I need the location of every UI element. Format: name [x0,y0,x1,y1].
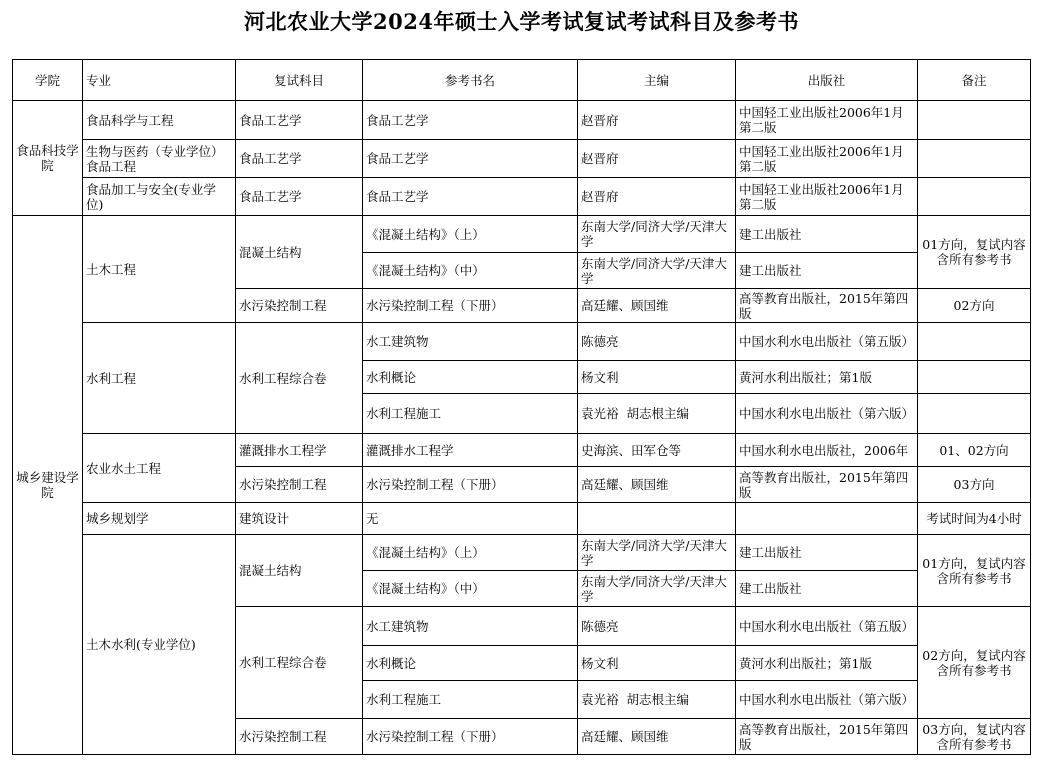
book-cell: 食品工艺学 [363,140,578,178]
editor-cell: 高廷耀、顾国维 [578,467,736,503]
header-editor: 主编 [578,60,736,101]
publisher-cell: 中国水利水电出版社（第六版） [736,394,918,434]
book-cell: 水利概论 [363,646,578,681]
editor-cell: 陈德亮 [578,607,736,646]
note-cell: 02方向 [918,289,1031,323]
book-cell: 灌溉排水工程学 [363,434,578,467]
book-cell: 水工建筑物 [363,607,578,646]
editor-cell: 赵晋府 [578,178,736,216]
publisher-cell: 黄河水利出版社；第1版 [736,646,918,681]
book-cell: 水利工程施工 [363,681,578,719]
book-cell: 水利工程施工 [363,394,578,434]
table-row [13,323,1031,361]
header-book: 参考书名 [363,60,578,101]
note-cell [918,394,1031,434]
editor-cell: 东南大学/同济大学/天津大学 [578,216,736,253]
note-cell [918,178,1031,216]
major-cell: 土木水利(专业学位) [83,535,236,755]
book-cell: 《混凝土结构》（上） [363,535,578,571]
editor-cell: 袁光裕 胡志根主编 [578,681,736,719]
table-row [13,140,1031,178]
editor-cell: 陈德亮 [578,323,736,361]
publisher-cell [736,503,918,535]
table-row [13,434,1031,467]
table-row [13,535,1031,571]
table-row [13,101,1031,140]
note-cell: 考试时间为4小时 [918,503,1031,535]
publisher-cell: 建工出版社 [736,571,918,607]
editor-cell [578,503,736,535]
major-cell: 生物与医药（专业学位）食品工程 [83,140,236,178]
table-header-row [13,60,1031,101]
subject-cell: 水污染控制工程 [236,467,363,503]
note-cell [918,323,1031,361]
college-cell: 食品科技学院 [13,101,83,216]
header-college: 学院 [13,60,83,101]
book-cell: 食品工艺学 [363,101,578,140]
publisher-cell: 高等教育出版社，2015年第四版 [736,467,918,503]
table-row [13,178,1031,216]
note-cell [918,140,1031,178]
editor-cell: 东南大学/同济大学/天津大学 [578,253,736,289]
header-note: 备注 [918,60,1031,101]
book-cell: 《混凝土结构》（中） [363,571,578,607]
editor-cell: 高廷耀、顾国维 [578,719,736,755]
publisher-cell: 中国水利水电出版社，2006年 [736,434,918,467]
editor-cell: 赵晋府 [578,140,736,178]
subject-cell: 水利工程综合卷 [236,607,363,719]
subject-cell: 灌溉排水工程学 [236,434,363,467]
publisher-cell: 中国水利水电出版社（第五版） [736,607,918,646]
editor-cell: 东南大学/同济大学/天津大学 [578,535,736,571]
book-cell: 水污染控制工程（下册） [363,719,578,755]
publisher-cell: 中国水利水电出版社（第六版） [736,681,918,719]
publisher-cell: 建工出版社 [736,535,918,571]
subject-cell: 水污染控制工程 [236,289,363,323]
publisher-cell: 建工出版社 [736,216,918,253]
publisher-cell: 建工出版社 [736,253,918,289]
publisher-cell: 中国轻工业出版社2006年1月第二版 [736,140,918,178]
exam-table [12,59,1031,755]
note-cell: 02方向，复试内容含所有参考书 [918,607,1031,719]
note-cell [918,361,1031,394]
publisher-cell: 高等教育出版社，2015年第四版 [736,719,918,755]
editor-cell: 史海滨、田军仓等 [578,434,736,467]
major-cell: 食品加工与安全(专业学位) [83,178,236,216]
table-row [13,216,1031,253]
publisher-cell: 黄河水利出版社；第1版 [736,361,918,394]
editor-cell: 赵晋府 [578,101,736,140]
book-cell: 《混凝土结构》（上） [363,216,578,253]
editor-cell: 杨文利 [578,361,736,394]
note-cell: 03方向，复试内容含所有参考书 [918,719,1031,755]
subject-cell: 混凝土结构 [236,216,363,289]
publisher-cell: 中国水利水电出版社（第五版） [736,323,918,361]
note-cell: 01方向，复试内容含所有参考书 [918,535,1031,607]
subject-cell: 食品工艺学 [236,140,363,178]
editor-cell: 袁光裕 胡志根主编 [578,394,736,434]
book-cell: 水污染控制工程（下册） [363,467,578,503]
table-row [13,503,1031,535]
editor-cell: 东南大学/同济大学/天津大学 [578,571,736,607]
note-cell: 03方向 [918,467,1031,503]
subject-cell: 食品工艺学 [236,178,363,216]
note-cell: 01、02方向 [918,434,1031,467]
book-cell: 水利概论 [363,361,578,394]
editor-cell: 杨文利 [578,646,736,681]
major-cell: 土木工程 [83,216,236,323]
header-subject: 复试科目 [236,60,363,101]
book-cell: 水工建筑物 [363,323,578,361]
editor-cell: 高廷耀、顾国维 [578,289,736,323]
major-cell: 食品科学与工程 [83,101,236,140]
subject-cell: 食品工艺学 [236,101,363,140]
header-publisher: 出版社 [736,60,918,101]
book-cell: 食品工艺学 [363,178,578,216]
header-major: 专业 [83,60,236,101]
subject-cell: 混凝土结构 [236,535,363,607]
subject-cell: 建筑设计 [236,503,363,535]
book-cell: 《混凝土结构》（中） [363,253,578,289]
note-cell [918,101,1031,140]
subject-cell: 水利工程综合卷 [236,323,363,434]
note-cell: 01方向，复试内容含所有参考书 [918,216,1031,289]
book-cell: 无 [363,503,578,535]
subject-cell: 水污染控制工程 [236,719,363,755]
page-title: 河北农业大学2024年硕士入学考试复试考试科目及参考书 [244,9,799,34]
publisher-cell: 中国轻工业出版社2006年1月第二版 [736,101,918,140]
publisher-cell: 高等教育出版社，2015年第四版 [736,289,918,323]
book-cell: 水污染控制工程（下册） [363,289,578,323]
college-cell: 城乡建设学院 [13,216,83,755]
publisher-cell: 中国轻工业出版社2006年1月第二版 [736,178,918,216]
major-cell: 水利工程 [83,323,236,434]
major-cell: 城乡规划学 [83,503,236,535]
major-cell: 农业水土工程 [83,434,236,503]
